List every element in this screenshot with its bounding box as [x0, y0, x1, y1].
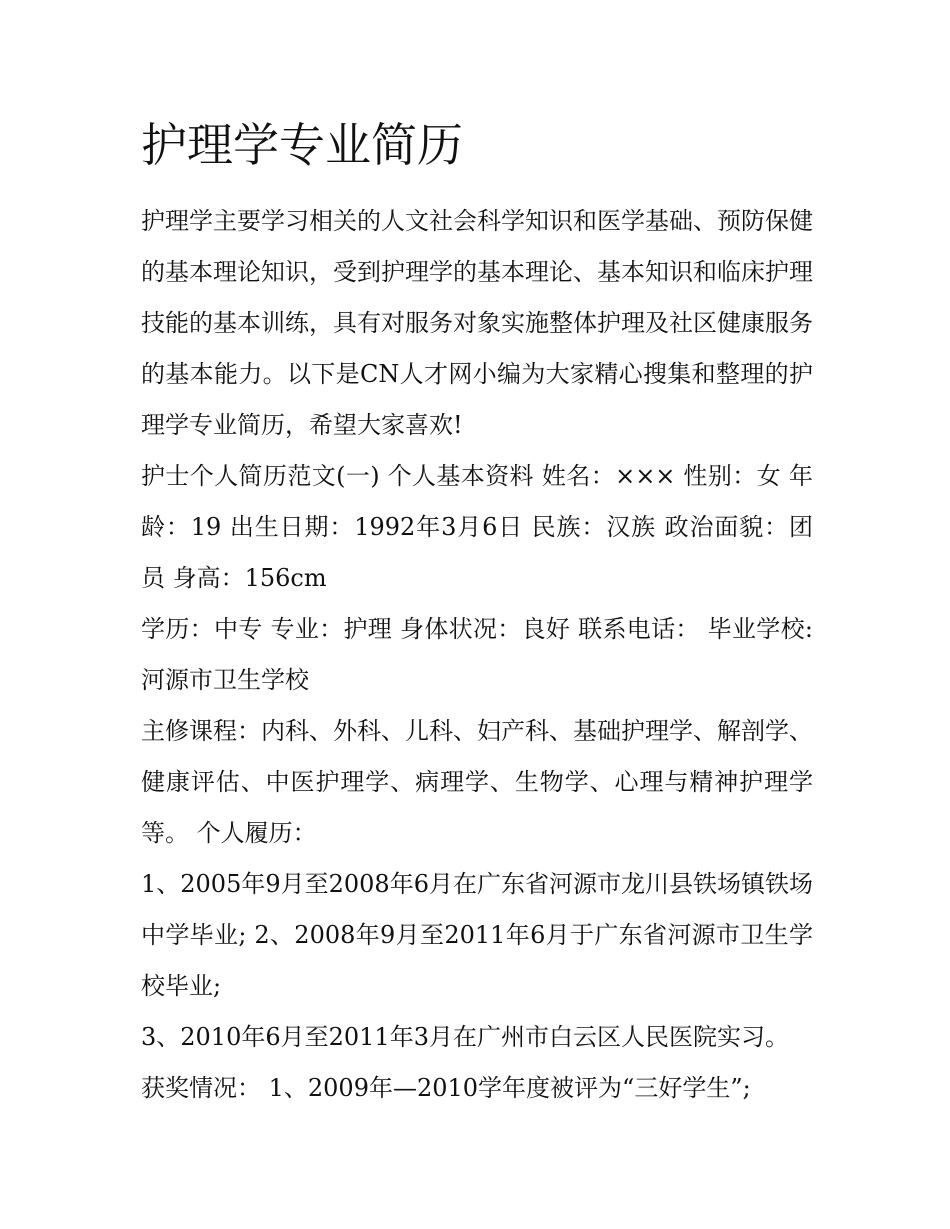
awards-paragraph: 获奖情况： 1、2009年—2010学年度被评为“三好学生”;	[141, 1074, 751, 1102]
intro-paragraph: 护理学主要学习相关的人文社会科学知识和医学基础、预防保健的基本理论知识，受到护理学的基本理论、基本知识和临床护理技能的基本训练，具有对服务对象实施整体护理及社区健康服务的基本能力。以下是CN人才网小编为大家精心搜集和整理的护理学专业简历，希望大家喜欢!	[141, 207, 813, 439]
history-paragraph-1: 1、2005年9月至2008年6月在广东省河源市龙川县铁场镇铁场中学毕业; 2、2008年9月至2011年6月于广东省河源市卫生学校毕业;	[141, 870, 813, 1000]
basic-info-paragraph: 护士个人简历范文(一) 个人基本资料 姓名：××× 性别：女 年龄：19 出生日期：1992年3月6日 民族：汉族 政治面貌：团员 身高：156cm	[141, 462, 813, 592]
courses-paragraph: 主修课程：内科、外科、儿科、妇产科、基础护理学、解剖学、健康评估、中医护理学、病理学、生物学、心理与精神护理学等。 个人履历：	[141, 717, 813, 847]
document-body	[141, 112, 813, 1114]
education-paragraph: 学历：中专 专业：护理 身体状况：良好 联系电话： 毕业学校:河源市卫生学校	[141, 615, 813, 694]
history-paragraph-2: 3、2010年6月至2011年3月在广州市白云区人民医院实习。	[141, 1023, 789, 1051]
title-spacer	[141, 178, 813, 196]
document-title: 护理学专业简历	[141, 118, 463, 172]
